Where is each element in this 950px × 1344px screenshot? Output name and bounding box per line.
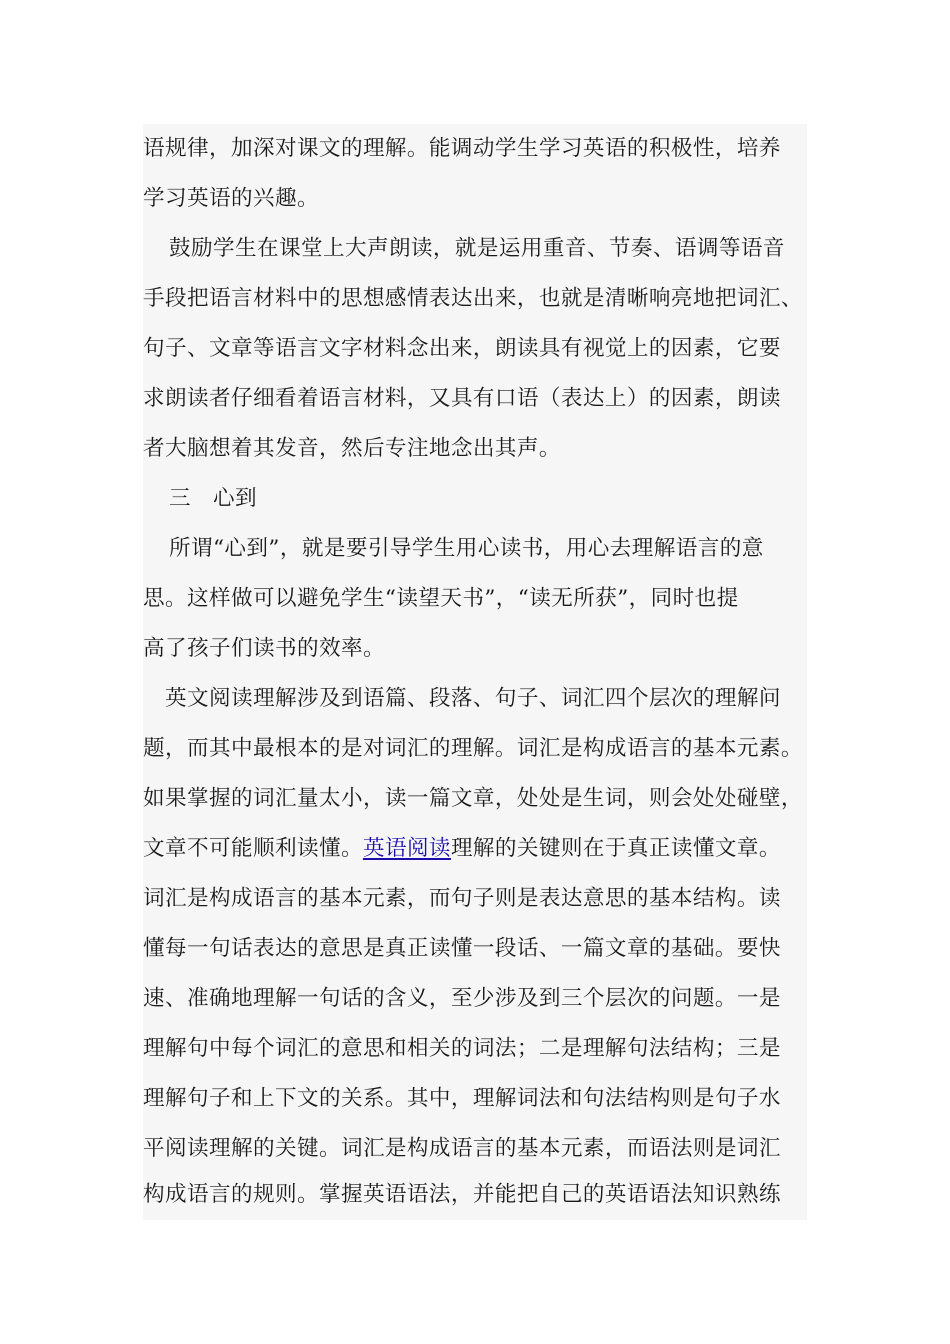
text-line: 句子、文章等语言文字材料念出来，朗读具有视觉上的因素，它要: [143, 336, 781, 361]
english-reading-link[interactable]: 英语阅读: [362, 836, 451, 861]
text-line: 高了孩子们读书的效率。: [143, 636, 385, 661]
text-line: 题，而其中最根本的是对词汇的理解。词汇是构成语言的基本元素。: [143, 736, 803, 761]
text-line: 学习英语的兴趣。: [143, 186, 319, 211]
text-segment: 理解的关键则在于真正读懂文章。: [450, 836, 781, 861]
text-line: 语规律，加深对课文的理解。能调动学生学习英语的积极性，培养: [143, 136, 781, 161]
text-line: 速、准确地理解一句话的含义，至少涉及到三个层次的问题。一是: [143, 986, 781, 1011]
text-line: 构成语言的规则。掌握英语语法，并能把自己的英语语法知识熟练: [143, 1182, 781, 1207]
text-line: 者大脑想着其发音，然后专注地念出其声。: [143, 436, 561, 461]
text-line: 手段把语言材料中的思想感情表达出来，也就是清晰响亮地把词汇、: [143, 286, 803, 311]
text-line: 思。这样做可以避免学生“读望天书”，“读无所获”，同时也提: [143, 586, 739, 611]
text-body: [143, 124, 807, 1220]
text-line: 理解句子和上下文的关系。其中，理解词法和句法结构则是句子水: [143, 1086, 781, 1111]
text-line: 懂每一句话表达的意思是真正读懂一段话、一篇文章的基础。要快: [143, 936, 781, 961]
text-line: 理解句中每个词汇的意思和相关的词法；二是理解句法结构；三是: [143, 1036, 781, 1061]
text-line: 鼓励学生在课堂上大声朗读，就是运用重音、节奏、语调等语音: [169, 236, 785, 261]
text-line: [143, 824, 781, 874]
text-line: 如果掌握的词汇量太小，读一篇文章，处处是生词，则会处处碰壁，: [143, 786, 803, 811]
text-segment: 文章不可能顺利读懂。: [143, 836, 363, 861]
text-line: 英文阅读理解涉及到语篇、段落、句子、词汇四个层次的理解问: [165, 686, 781, 711]
text-line: 求朗读者仔细看着语言材料，又具有口语（表达上）的因素，朗读: [143, 386, 781, 411]
section-heading: 三 心到: [169, 486, 257, 511]
text-line: 平阅读理解的关键。词汇是构成语言的基本元素，而语法则是词汇: [143, 1136, 781, 1161]
text-line: 所谓“心到”，就是要引导学生用心读书，用心去理解语言的意: [169, 536, 764, 561]
text-line: 词汇是构成语言的基本元素，而句子则是表达意思的基本结构。读: [143, 886, 781, 911]
